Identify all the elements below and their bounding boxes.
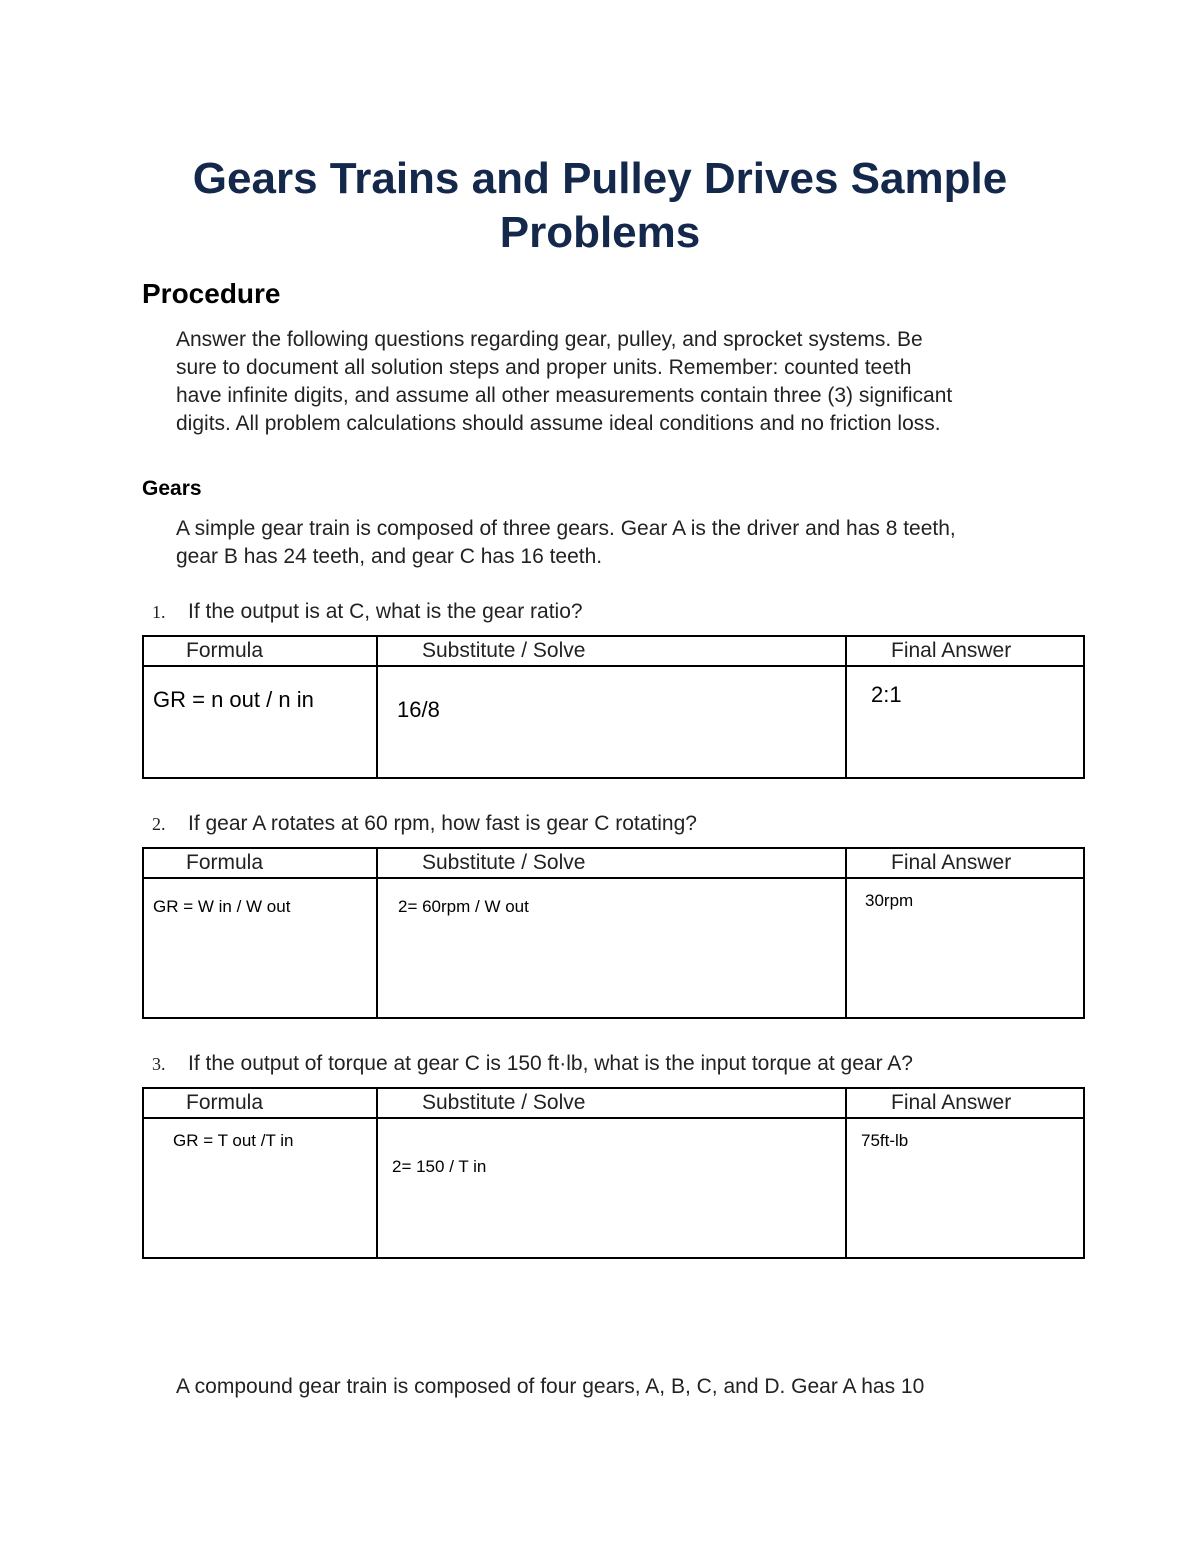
question-2 (152, 811, 697, 837)
substitute-value: 2= 150 / T in (392, 1157, 487, 1176)
gears-heading: Gears (142, 477, 202, 500)
page-title-line-1: Gears Trains and Pulley Drives Sample (192, 154, 1008, 203)
header-formula: Formula (143, 636, 377, 666)
formula-value: GR = n out / n in (153, 687, 314, 712)
question-text: If the output is at C, what is the gear ratio? (188, 600, 583, 623)
question-number: 2. (152, 814, 166, 834)
final-answer-value: 30rpm (865, 891, 914, 910)
gears-intro-line: gear B has 24 teeth, and gear C has 16 teeth. (176, 545, 603, 568)
question-1 (152, 599, 583, 625)
final-answer-cell[interactable] (846, 666, 1084, 778)
table-row (143, 666, 1084, 778)
table-header-row (143, 636, 1084, 666)
final-answer-value: 75ft-lb (861, 1131, 909, 1150)
procedure-line: sure to document all solution steps and proper units. Remember: counted teeth (176, 356, 912, 379)
substitute-cell[interactable] (377, 1118, 846, 1258)
question-3 (152, 1051, 913, 1077)
answer-table-2 (142, 847, 1085, 1019)
substitute-value: 2= 60rpm / W out (398, 897, 529, 916)
header-formula: Formula (143, 1088, 377, 1118)
gears-intro-line: A simple gear train is composed of three gears. Gear A is the driver and has 8 teeth, (176, 517, 956, 540)
formula-cell[interactable] (143, 666, 377, 778)
question-text: If gear A rotates at 60 rpm, how fast is gear C rotating? (188, 812, 697, 835)
procedure-line: have infinite digits, and assume all other measurements contain three (3) significant (176, 384, 953, 407)
page-title-line-2: Problems (499, 208, 701, 257)
procedure-line: Answer the following questions regarding gear, pulley, and sprocket systems. Be (176, 328, 923, 351)
answer-table-3 (142, 1087, 1085, 1259)
answer-table-1 (142, 635, 1085, 779)
compound-paragraph (176, 1373, 1076, 1401)
gears-intro-paragraph (176, 515, 1076, 571)
substitute-cell[interactable] (377, 878, 846, 1018)
table-row (143, 878, 1084, 1018)
header-formula: Formula (143, 848, 377, 878)
question-text: If the output of torque at gear C is 150 ft·lb, what is the input torque at gear A? (188, 1052, 913, 1075)
page-title (0, 152, 1200, 260)
procedure-line: digits. All problem calculations should assume ideal conditions and no friction loss. (176, 412, 941, 435)
formula-value: GR = T out /T in (173, 1131, 294, 1150)
compound-line: A compound gear train is composed of four gears, A, B, C, and D. Gear A has 10 (176, 1375, 925, 1398)
substitute-value: 16/8 (397, 697, 440, 722)
final-answer-cell[interactable] (846, 1118, 1084, 1258)
header-substitute: Substitute / Solve (377, 848, 846, 878)
formula-value: GR = W in / W out (153, 897, 291, 916)
table-header-row (143, 848, 1084, 878)
table-header-row (143, 1088, 1084, 1118)
header-substitute: Substitute / Solve (377, 636, 846, 666)
header-final-answer: Final Answer (846, 848, 1084, 878)
procedure-heading: Procedure (142, 278, 281, 309)
final-answer-cell[interactable] (846, 878, 1084, 1018)
formula-cell[interactable] (143, 1118, 377, 1258)
final-answer-value: 2:1 (871, 682, 902, 707)
question-number: 3. (152, 1054, 166, 1074)
formula-cell[interactable] (143, 878, 377, 1018)
procedure-paragraph (176, 326, 1076, 438)
table-row (143, 1118, 1084, 1258)
substitute-cell[interactable] (377, 666, 846, 778)
header-final-answer: Final Answer (846, 636, 1084, 666)
question-number: 1. (152, 602, 166, 622)
header-substitute: Substitute / Solve (377, 1088, 846, 1118)
header-final-answer: Final Answer (846, 1088, 1084, 1118)
